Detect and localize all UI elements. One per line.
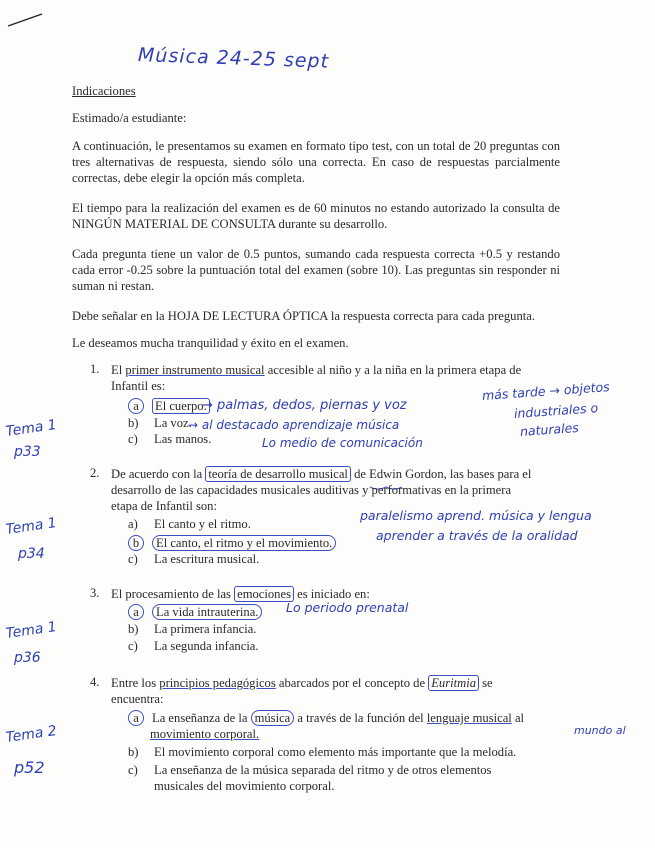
highlight: principios pedagógicos (159, 676, 276, 690)
instructions-heading: Indicaciones (72, 84, 136, 98)
highlighted-term: Euritmia (428, 675, 479, 691)
handwritten-note: Lo medio de comunicación (262, 436, 423, 450)
option-a: a) El canto y el ritmo. (128, 517, 251, 531)
handwritten-margin-note: naturales (519, 419, 580, 439)
handwritten-note: → palmas, dedos, piernas y voz (202, 398, 407, 413)
selected-answer-circle: b (128, 535, 144, 551)
handwritten-margin-note: más tarde → objetos (481, 379, 611, 403)
handwritten-topic-ref: Tema 1 (4, 618, 58, 642)
instructions-p3: Cada pregunta tiene un valor de 0.5 puntos, sumando cada respuesta correcta +0.5 y restando cada error -0.25 sobre la puntuación total del examen (sobre 10). Las preguntas sin responder ni suman ni restan. (72, 247, 560, 293)
highlight: emociones (234, 586, 294, 602)
option-b: b) La primera infancia. (128, 622, 257, 636)
option-b: b) La voz. (128, 416, 192, 430)
handwritten-page-ref: p36 (14, 650, 41, 666)
handwritten-topic-ref: Tema 1 (4, 416, 58, 440)
option-c: c) La enseñanza de la música separada del ritmo y de otros elementos musicales del movimiento corporal. (128, 763, 492, 793)
handwritten-margin-note: industriales o (513, 400, 599, 421)
handwritten-note: Lo periodo prenatal (286, 600, 409, 615)
instructions-p5: Le deseamos mucha tranquilidad y éxito en el examen. (72, 336, 349, 350)
option-a: a El cuerpo. (128, 398, 210, 414)
handwritten-margin-note: mundo al (574, 724, 626, 737)
question-number: 2. (90, 466, 100, 480)
option-a: a La enseñanza de la música a través de la función del lenguaje musical al movimiento corporal. (128, 710, 568, 742)
option-b: b) El movimiento corporal como elemento más importante que la melodía. (128, 745, 517, 759)
option-c: c) Las manos. (128, 432, 212, 446)
highlight: primer instrumento musical (125, 363, 265, 377)
instructions-p1: A continuación, le presentamos su examen en formato tipo test, con un total de 20 preguntas con tres alternativas de respuesta, siendo sólo una correcta. En caso de respuestas parcialmente correctas, debe elegir la opción más completa. (72, 139, 560, 185)
question-stem: De acuerdo con la teoría de desarrollo musical de Edwin Gordon, las bases para el desarrollo de las capacidades musicales auditivas y performativas en la primera etapa de Infantil son: (111, 467, 532, 513)
handwritten-margin-note: aprender a través de la oralidad (376, 528, 578, 543)
option-b: b El canto, el ritmo y el movimiento. (128, 535, 336, 551)
instructions-p4: Debe señalar en la HOJA DE LECTURA ÓPTICA la respuesta correcta para cada pregunta. (72, 309, 536, 323)
handwritten-page-ref: p52 (14, 758, 45, 777)
handwritten-topic-ref: Tema 1 (4, 514, 58, 538)
handwritten-page-ref: p33 (14, 444, 41, 460)
instructions-p2: El tiempo para la realización del examen es de 60 minutos no estando autorizado la consulta de NINGÚN MATERIAL DE CONSULTA durante su desarrollo. (72, 201, 560, 231)
handwritten-title: Música 24-25 sept (137, 44, 330, 73)
handwritten-topic-ref: Tema 2 (4, 722, 58, 746)
selected-answer-circle: a (128, 604, 144, 620)
question-stem: El primer instrumento musical accesible al niño y a la niña en la primera etapa de Infantil es: (111, 363, 522, 393)
question-number: 1. (90, 362, 100, 376)
greeting: Estimado/a estudiante: (72, 111, 187, 125)
question-stem: Entre los principios pedagógicos abarcados por el concepto de Euritmia se encuentra: (111, 676, 493, 706)
selected-answer-circle: a (128, 710, 144, 726)
option-c: c) La escritura musical. (128, 552, 260, 566)
question-number: 3. (90, 586, 100, 600)
handwritten-page-ref: p34 (18, 546, 45, 562)
handwritten-margin-note: paralelismo aprend. música y lengua (360, 508, 592, 523)
selected-answer-circle: a (128, 398, 144, 414)
question-number: 4. (90, 675, 100, 689)
highlight: teoría de desarrollo musical (205, 466, 351, 482)
option-c: c) La segunda infancia. (128, 639, 259, 653)
question-stem: El procesamiento de las emociones es iniciado en: (111, 587, 370, 601)
option-a: a La vida intrauterina. (128, 604, 262, 620)
handwritten-note: → al destacado aprendizaje música (188, 418, 400, 432)
